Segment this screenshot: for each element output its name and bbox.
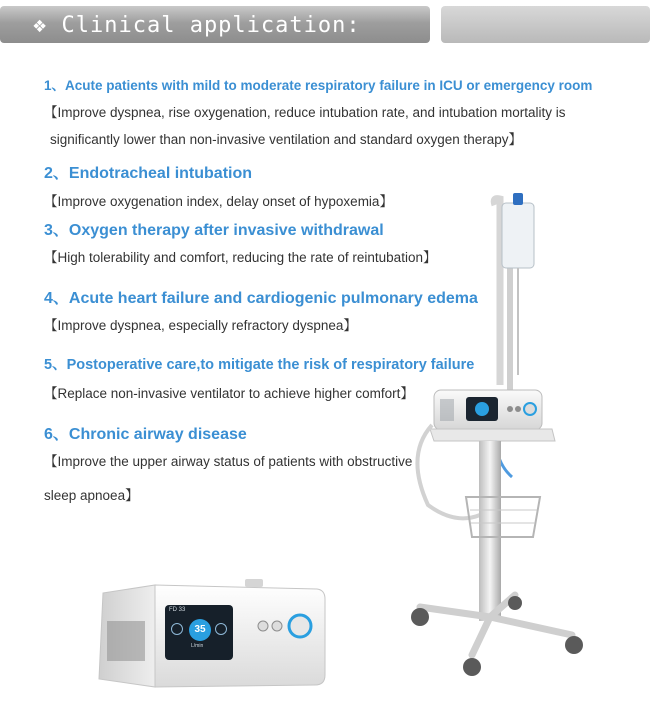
- item-title: 2、Endotracheal intubation: [44, 165, 253, 182]
- item-desc-line: 【Improve oxygenation index, delay onset of hypoxemia】: [44, 194, 393, 209]
- desktop-device-illustration: [85, 575, 331, 693]
- screen-unit: L/min: [191, 643, 204, 649]
- item-desc-line: sleep apnoea】: [44, 488, 139, 503]
- list-item-3: [44, 217, 384, 240]
- item-desc-6: [44, 450, 412, 470]
- item-title: 3、Oxygen therapy after invasive withdrawal: [44, 222, 384, 239]
- item-desc-4: [44, 314, 357, 334]
- list-item-1: [44, 74, 592, 94]
- item-title: 1、Acute patients with mild to moderate respiratory failure in ICU or emergency room: [44, 78, 593, 93]
- item-desc-line: 【Replace non-invasive ventilator to achieve higher comfort】: [44, 386, 414, 401]
- item-title: 6、Chronic airway disease: [44, 426, 247, 443]
- item-title: 5、Postoperative care,to mitigate the risk of respiratory failure: [44, 357, 475, 373]
- item-desc-1b: [50, 128, 522, 148]
- section-header-bar: [0, 6, 430, 43]
- item-desc-1: [44, 101, 566, 121]
- trolley-device-illustration: [400, 185, 595, 685]
- header-bar-decoration: [441, 6, 650, 43]
- list-item-6: [44, 421, 247, 444]
- item-desc-line: 【Improve the upper airway status of patients with obstructive: [44, 454, 413, 469]
- item-desc-line: significantly lower than non-invasive ventilation and standard oxygen therapy】: [50, 132, 523, 147]
- item-desc-line: 【Improve dyspnea, rise oxygenation, reduce intubation rate, and intubation mortality is: [44, 105, 566, 120]
- list-item-2: [44, 160, 252, 183]
- screen-value: 35: [189, 619, 211, 641]
- device-screen: [165, 605, 233, 660]
- item-desc-line: 【Improve dyspnea, especially refractory dyspnea】: [44, 318, 357, 333]
- screen-right-dial-icon: [215, 623, 227, 635]
- item-desc-2: [44, 190, 393, 210]
- screen-left-dial-icon: [171, 623, 183, 635]
- screen-status-text: FD 33: [169, 607, 186, 613]
- item-desc-3: [44, 246, 436, 266]
- item-desc-6b: [44, 484, 139, 504]
- section-title: ❖ Clinical application:: [33, 13, 361, 38]
- item-desc-5: [44, 382, 414, 402]
- item-title: 4、Acute heart failure and cardiogenic pulmonary edema: [44, 290, 478, 307]
- item-desc-line: 【High tolerability and comfort, reducing the rate of reintubation】: [44, 250, 437, 265]
